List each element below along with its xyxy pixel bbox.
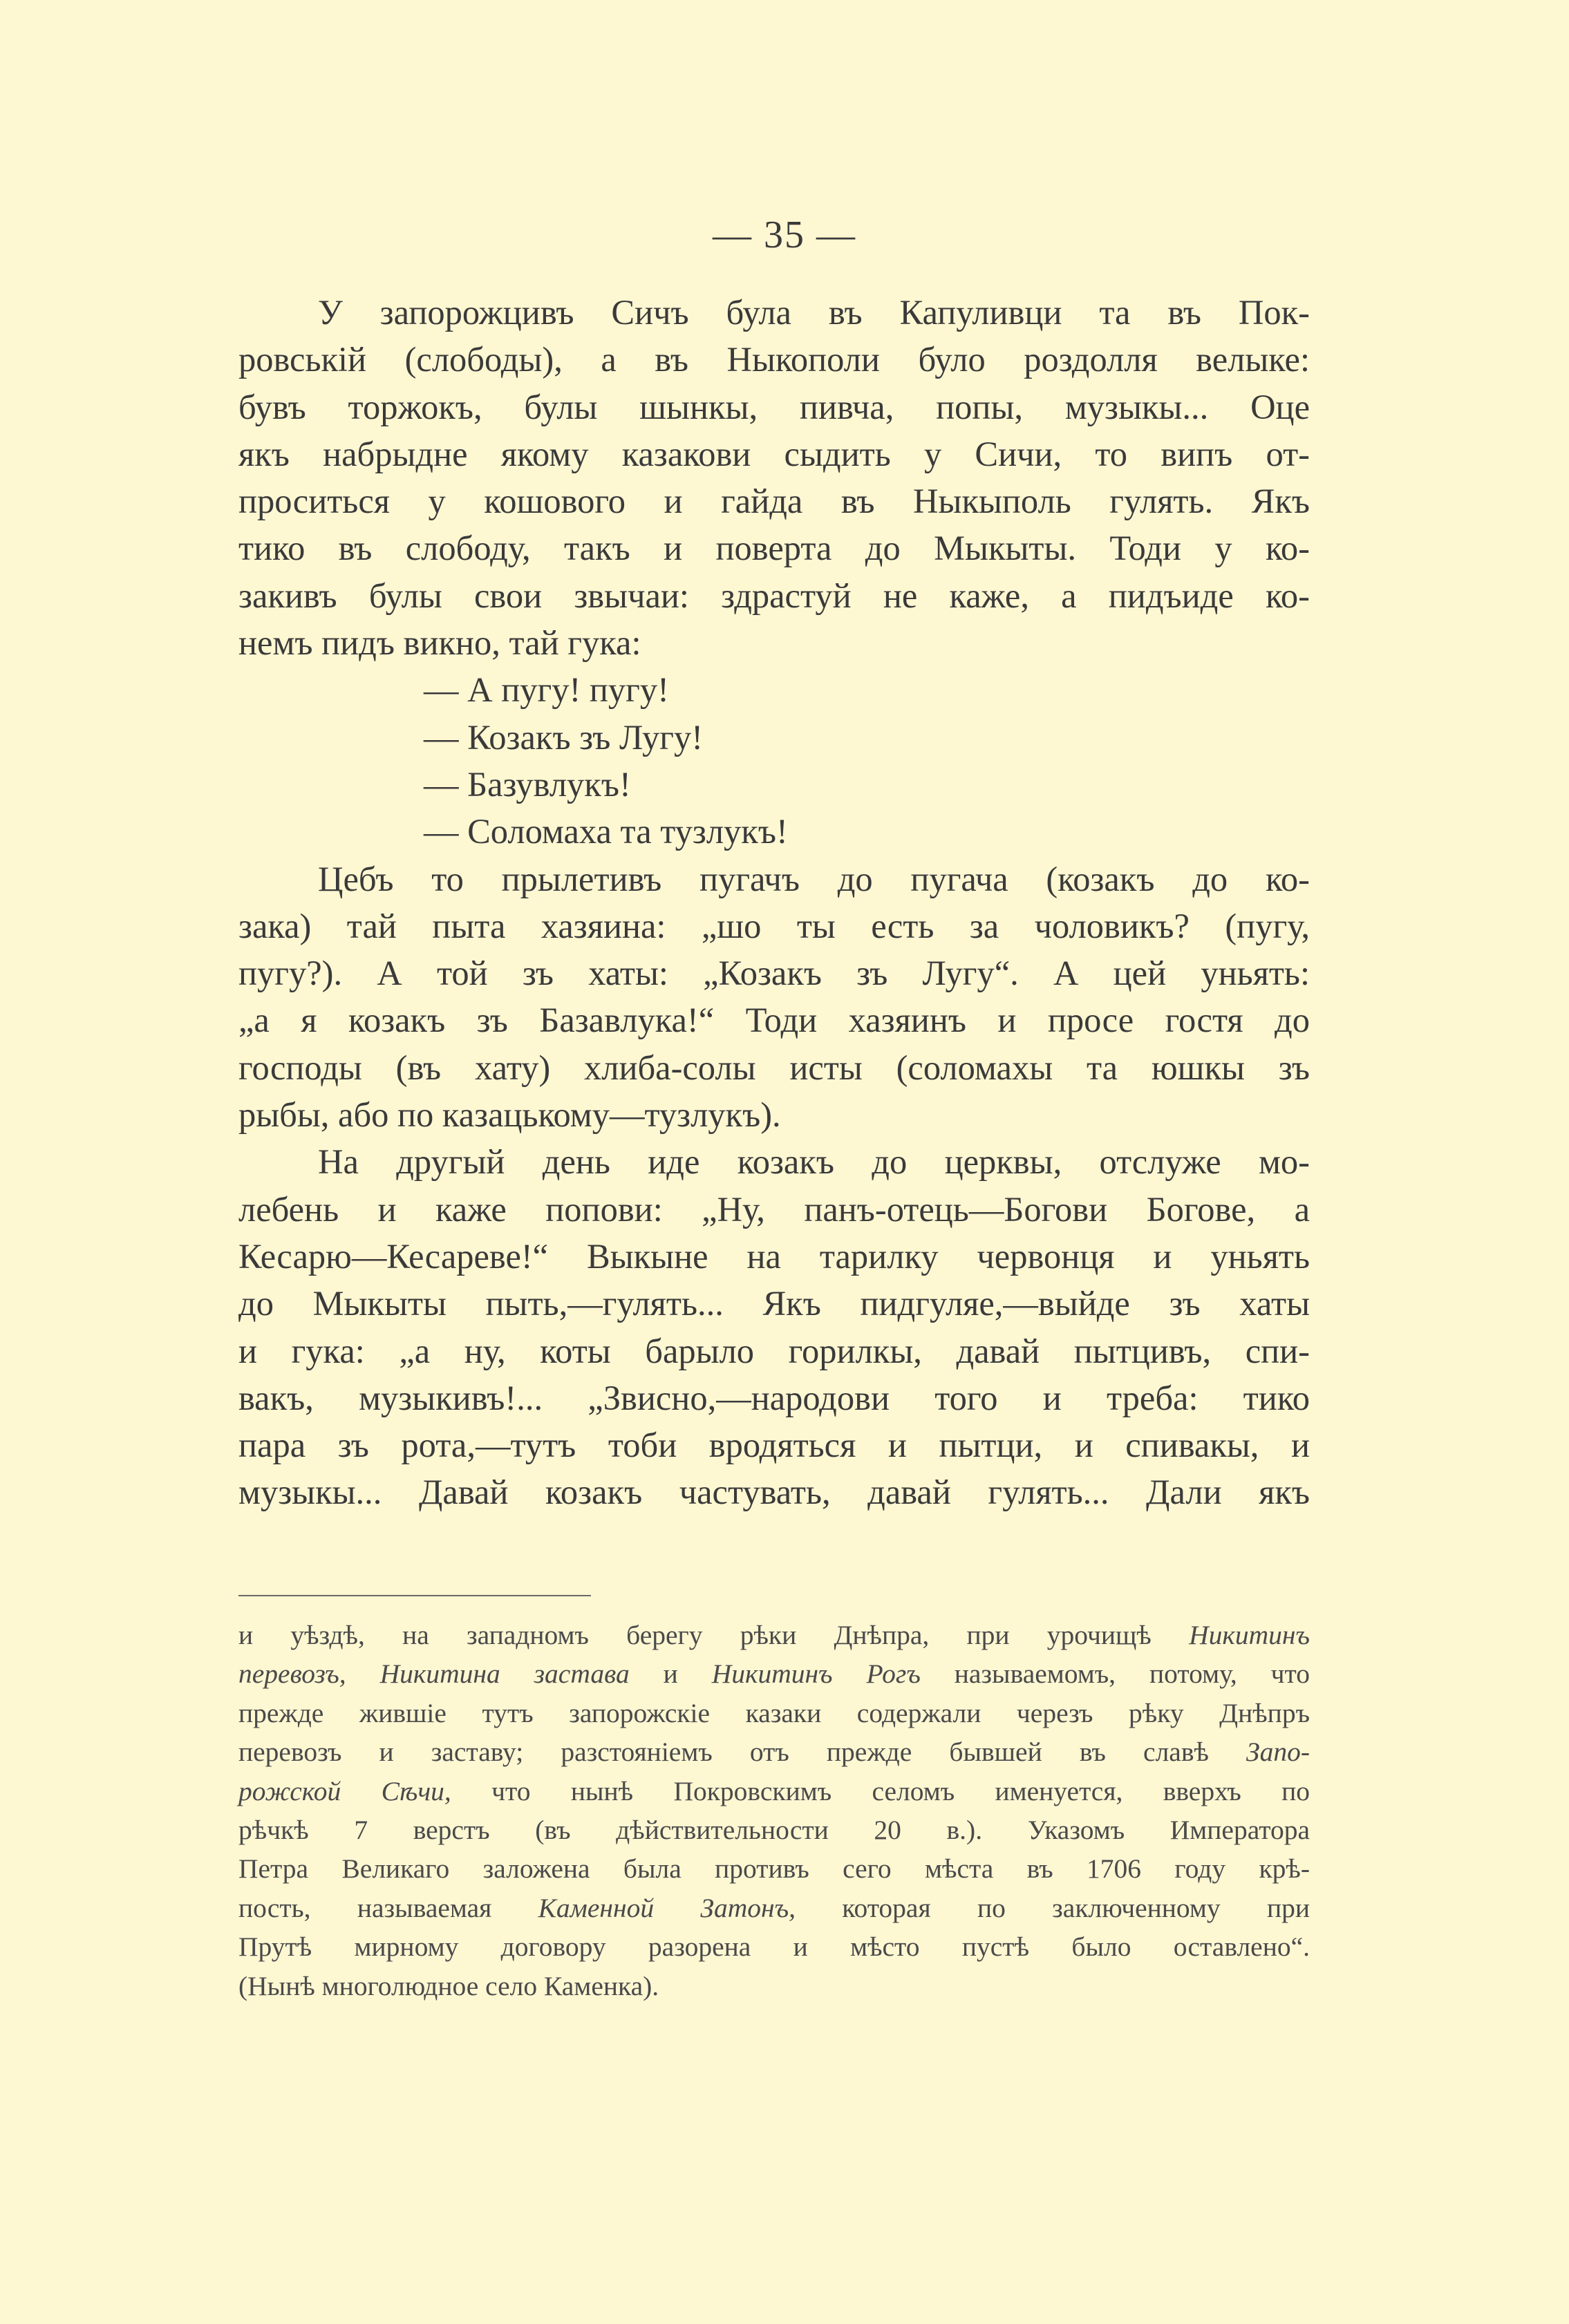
footnote-italic: Никитинъ — [1189, 1620, 1310, 1650]
text-line: до Мыкыты пыть,—гулять... Якъ пидгуляе,—выйде зъ хаты — [238, 1284, 1310, 1323]
text-line: лебень и каже попови: „Ну, панъ-отець—Богови Богове, а — [238, 1189, 1310, 1229]
footnote-line — [238, 1732, 1310, 1771]
poem-line: — А пугу! пугу! — [424, 670, 669, 710]
footnote-separator — [238, 1595, 591, 1596]
footnote-text: пость, называемая — [238, 1892, 538, 1923]
footnote-italic: перевозъ, Никитина застава — [238, 1659, 630, 1690]
footnote-italic: Каменной Затонъ, — [538, 1892, 796, 1923]
footnote-text: и — [629, 1659, 712, 1690]
text-line: На другый день иде козакъ до церквы, отслуже мо- — [318, 1142, 1310, 1182]
footnote-line: Петра Великаго заложена была противъ сего мѣста въ 1706 году крѣ- — [238, 1853, 1310, 1884]
text-line: проситься у кошового и гайда въ Ныкыполь гулять. Якъ — [238, 482, 1310, 521]
text-line: и гука: „а ну, коты барыло горилкы, давай пытцивъ, спи- — [238, 1331, 1310, 1370]
footnote-line: прежде жившіе тутъ запорожскіе казаки содержали черезъ рѣку Днѣпръ — [238, 1697, 1310, 1728]
paragraph-1 — [238, 289, 1310, 666]
footnote-text: что нынѣ Покровскимъ селомъ именуется, вверхъ по — [451, 1775, 1310, 1806]
text-line: господы (въ хату) хлиба-солы исты (соломахы та юшкы зъ — [238, 1048, 1310, 1087]
text-line: вакъ, музыкивъ!... „Звисно,—народови того и треба: тико — [238, 1378, 1310, 1417]
footnote-text: называемомъ, потому, что — [920, 1659, 1310, 1690]
footnote-line: (Нынѣ многолюдное село Каменка). — [238, 1970, 659, 2001]
text-line: музыкы... Давай козакъ частувать, давай гулять... Дали якъ — [238, 1473, 1310, 1512]
poem-line: — Козакъ зъ Лугу! — [424, 717, 704, 757]
footnote-line: Прутѣ мирному договору разорена и мѣсто пустѣ было оставлено“. — [238, 1931, 1310, 1963]
footnote-italic: Никитинъ Рогъ — [711, 1659, 921, 1690]
footnote-line: рѣчкѣ 7 верстъ (въ дѣйствительности 20 в.). Указомъ Императора — [238, 1814, 1310, 1845]
text-line: „а я козакъ зъ Базавлука!“ Тоди хазяинъ и просе гостя до — [238, 1001, 1310, 1040]
footnote-italic: Запо- — [1246, 1737, 1310, 1768]
text-line: тико въ слободу, такъ и поверта до Мыкыты. Тоди у ко- — [238, 529, 1310, 568]
text-line: ровській (слободы), а въ Ныкополи було роздолля велыке: — [238, 340, 1310, 379]
footnote-line — [238, 1889, 1310, 1927]
footnote-line — [238, 1616, 1310, 1654]
footnote-text: и уѣздѣ, на западномъ берегу рѣки Днѣпра, при урочищѣ — [238, 1620, 1190, 1650]
page-number: — 35 — — [713, 214, 856, 256]
footnote — [238, 1616, 1310, 2005]
text-line: немъ пидъ викно, тай гука: — [238, 623, 641, 663]
text-line: Кесарю—Кесареве!“ Выкыне на тарилку червонця и уньять — [238, 1236, 1310, 1276]
poem-line: — Соломаха та тузлукъ! — [424, 812, 788, 851]
poem-block — [238, 666, 1310, 855]
text-line: зака) тай пыта хазяина: „шо ты есть за чоловикъ? (пугу, — [238, 906, 1310, 945]
text-line: У запорожцивъ Сичъ була въ Капуливци та въ Пок- — [318, 293, 1310, 332]
poem-line: — Базувлукъ! — [424, 764, 631, 804]
text-line: закивъ булы свои звычаи: здрастуй не каже, а пидъиде ко- — [238, 576, 1310, 615]
text-line: Цебъ то прылетивъ пугачъ до пугача (козакъ до ко- — [318, 859, 1310, 898]
text-line: бувъ торжокъ, булы шынкы, пивча, попы, музыкы... Оце — [238, 387, 1310, 426]
footnote-text: перевозъ и заставу; разстояніемъ отъ прежде бывшей въ славѣ — [238, 1737, 1247, 1768]
footnote-text: которая по заключенному при — [795, 1892, 1310, 1923]
footnote-italic: рожской Сѣчи, — [238, 1775, 451, 1806]
text-line: якъ набрыдне якому казакови сыдить у Сичи, то випъ от- — [238, 434, 1310, 473]
footnote-line — [238, 1654, 1310, 1693]
main-text — [238, 289, 1310, 1516]
paragraph-2 — [238, 856, 1310, 1139]
text-line: пара зъ рота,—тутъ тоби вродяться и пытци, и спивакы, и — [238, 1426, 1310, 1465]
text-line: пугу?). А той зъ хаты: „Козакъ зъ Лугу“. А цей уньять: — [238, 954, 1310, 993]
text-line: рыбы, або по казацькому—тузлукъ). — [238, 1095, 781, 1135]
paragraph-3 — [238, 1138, 1310, 1515]
footnote-line — [238, 1772, 1310, 1811]
